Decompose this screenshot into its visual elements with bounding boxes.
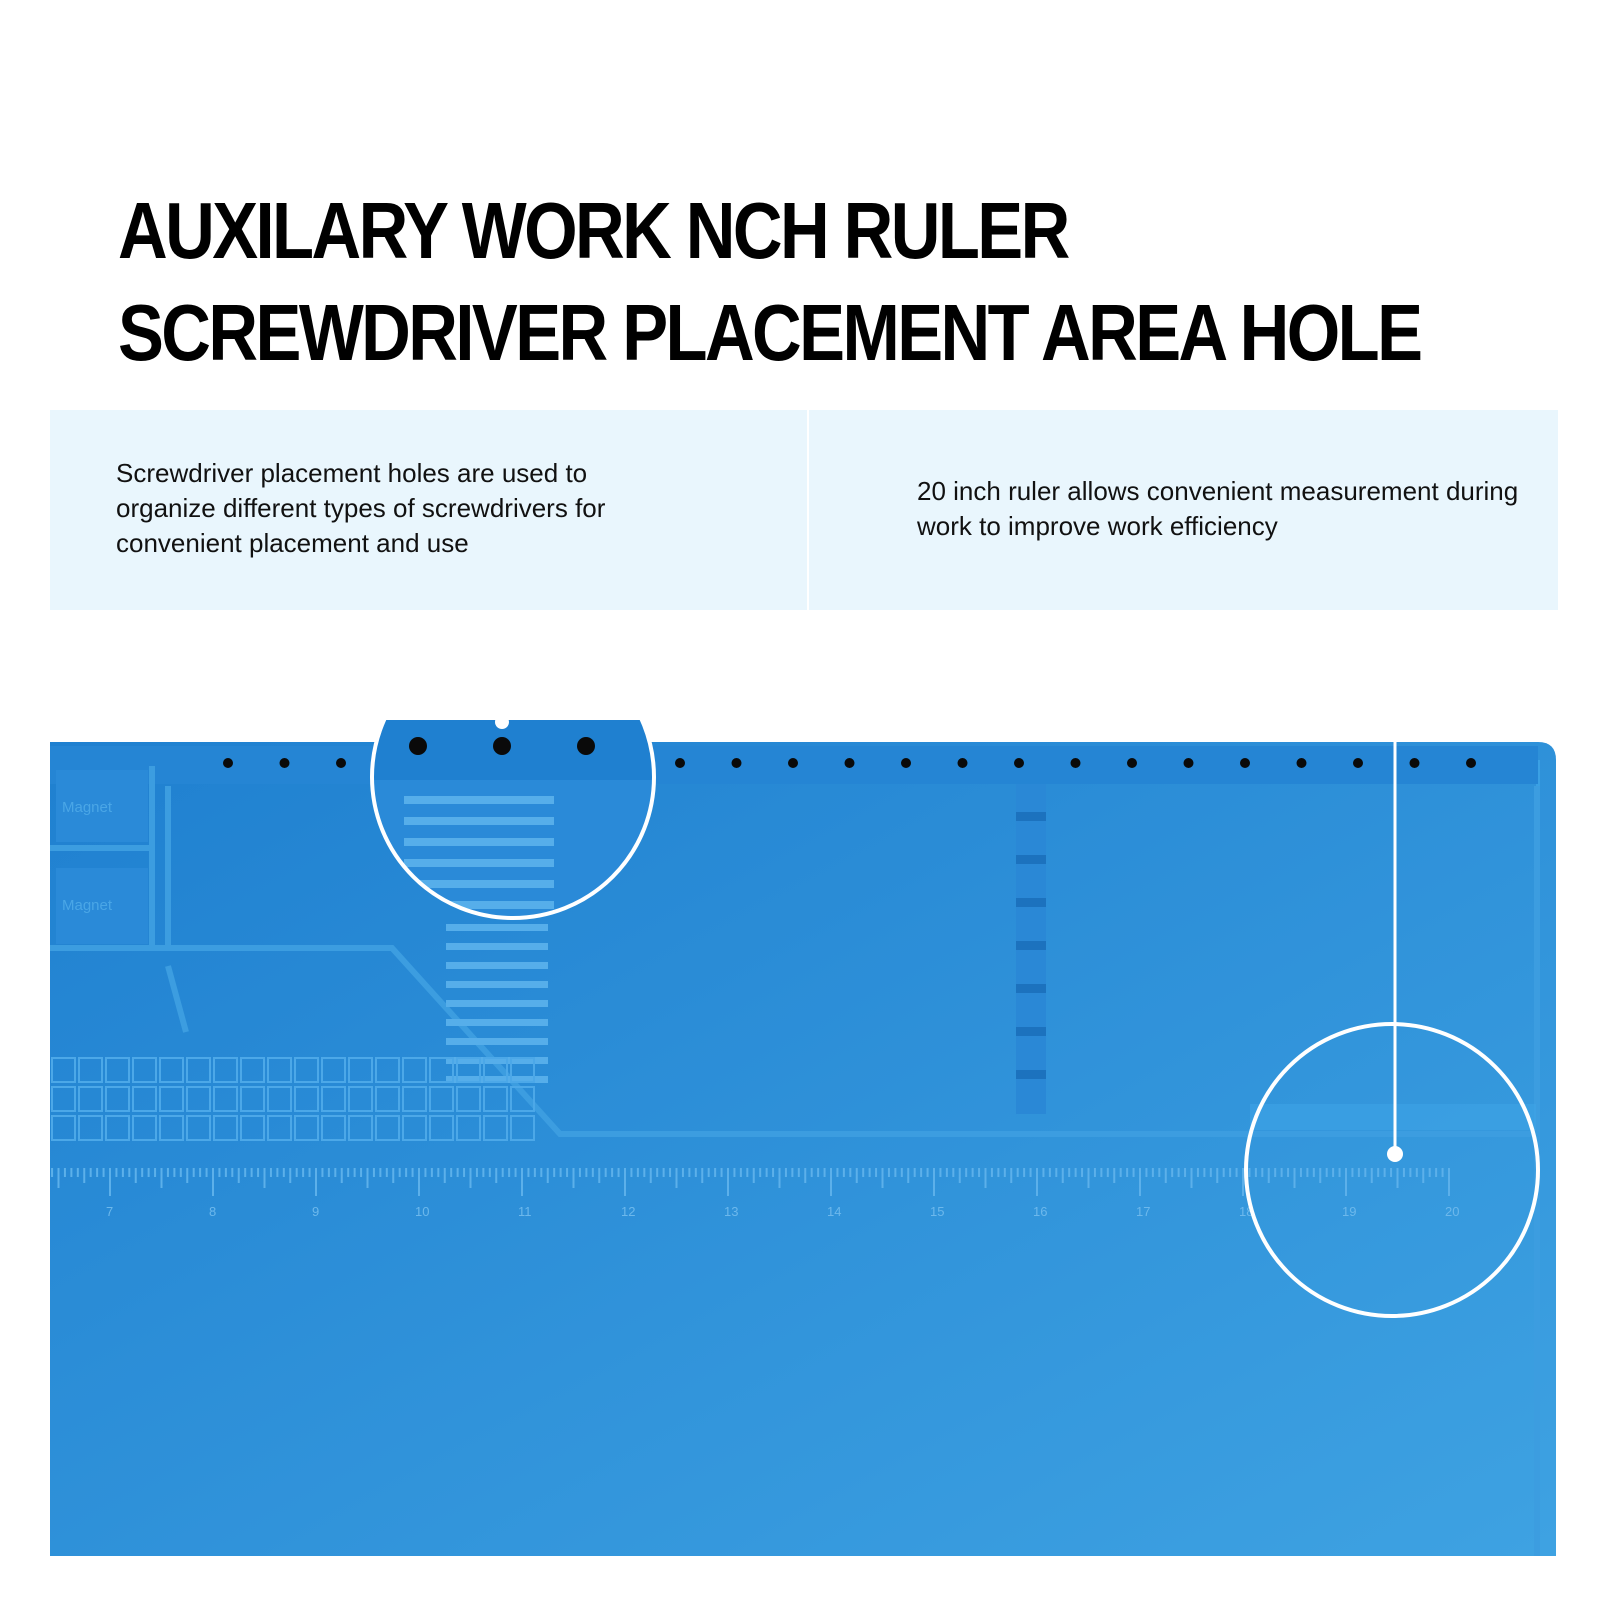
slot-rib: [446, 1000, 548, 1007]
screwdriver-hole: [1353, 758, 1363, 768]
ruler-number: 15: [930, 1204, 945, 1219]
ruler-number: 9: [312, 1204, 320, 1219]
screwdriver-hole: [223, 758, 233, 768]
ruler-number: 16: [1033, 1204, 1048, 1219]
divider-notch: [1016, 984, 1046, 993]
ruler-number: 8: [209, 1204, 217, 1219]
compartment-label-2: Magnet: [62, 897, 113, 914]
screwdriver-hole: [1240, 758, 1250, 768]
screwdriver-hole: [1466, 758, 1476, 768]
divider-notch: [1016, 941, 1046, 950]
mat-body: [50, 742, 1556, 1556]
screwdriver-hole: [1127, 758, 1137, 768]
divider-notch: [1016, 898, 1046, 907]
ruler-number: 11: [518, 1204, 532, 1219]
divider-notch: [1016, 1070, 1046, 1079]
screwdriver-hole: [1297, 758, 1307, 768]
divider-notch: [1016, 855, 1046, 864]
slot-rib: [446, 924, 548, 931]
screwdriver-hole: [1071, 758, 1081, 768]
ruler-number: 14: [827, 1204, 842, 1219]
screwdriver-hole: [675, 758, 685, 768]
ruler-number: 17: [1136, 1204, 1151, 1219]
screwdriver-hole: [336, 758, 346, 768]
ruler-description: 20 inch ruler allows convenient measurement during work to improve work efficiency: [917, 476, 1519, 541]
screwdriver-hole: [845, 758, 855, 768]
ruler-number: 20: [1445, 1204, 1460, 1219]
slot-rib: [446, 962, 548, 969]
screwdriver-hole: [901, 758, 911, 768]
screwdriver-slots: [446, 924, 548, 1083]
ruler-number: 12: [621, 1204, 636, 1219]
ruler-number: 7: [106, 1204, 114, 1219]
zoom-slot-rib: [404, 796, 554, 804]
ruler-number: 13: [724, 1204, 739, 1219]
divider-notch: [1016, 1027, 1046, 1036]
callout-dot-left: [495, 715, 509, 729]
slot-rib: [446, 943, 548, 950]
screwdriver-hole: [1410, 758, 1420, 768]
screwdriver-hole: [280, 758, 290, 768]
callout-dot-right: [1387, 1146, 1403, 1162]
ruler-number: 18: [1239, 1204, 1254, 1219]
zoom-slot-rib: [404, 817, 554, 825]
screwdriver-hole: [1184, 758, 1194, 768]
screwdriver-hole: [788, 758, 798, 768]
zoom-slot-rib: [404, 859, 554, 867]
slot-rib: [446, 981, 548, 988]
headline-line-1: AUXILARY WORK NCH RULER: [118, 186, 1068, 275]
zoom-slot-rib: [404, 838, 554, 846]
screwdriver-hole: [958, 758, 968, 768]
screwdriver-holes-description: Screwdriver placement holes are used to organize different types of screwdrivers for convenient placement and use: [116, 458, 606, 558]
headline-line-2: SCREWDRIVER PLACEMENT AREA HOLE: [118, 288, 1421, 377]
compartment-label-1: Magnet: [62, 799, 113, 816]
screwdriver-hole: [1014, 758, 1024, 768]
screwdriver-hole: [732, 758, 742, 768]
slot-rib: [446, 1019, 548, 1026]
ruler-number: 10: [415, 1204, 430, 1219]
divider-notch: [1016, 812, 1046, 821]
slot-rib: [446, 1038, 548, 1045]
ruler-number: 19: [1342, 1204, 1357, 1219]
